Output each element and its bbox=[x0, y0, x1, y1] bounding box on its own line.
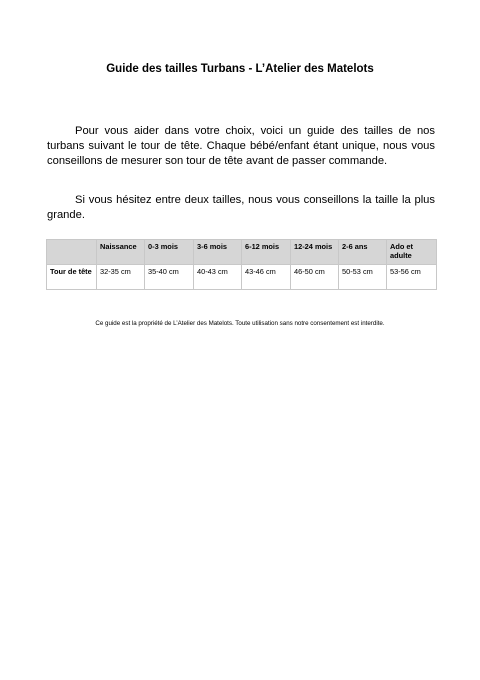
table-header-row bbox=[47, 240, 437, 265]
table-header-cell bbox=[47, 240, 97, 265]
table-cell: 53-56 cm bbox=[387, 265, 437, 290]
intro-paragraph: Pour vous aider dans votre choix, voici un guide des tailles de nos turbans suivant le tour de tête. Chaque bébé/enfant étant unique, nous vous conseillons de mesurer son tour de tête avant de passer commande. bbox=[47, 125, 435, 168]
copyright-footnote: Ce guide est la propriété de L’Atelier des Matelots. Toute utilisation sans notre consentement est interdite. bbox=[95, 320, 385, 327]
table-header-cell: Naissance bbox=[97, 240, 145, 265]
size-table bbox=[46, 239, 437, 290]
page-title: Guide des tailles Turbans - L’Atelier des Matelots bbox=[106, 63, 374, 75]
table-header-cell: Ado et adulte bbox=[387, 240, 437, 265]
table-cell: 40-43 cm bbox=[194, 265, 242, 290]
advice-paragraph: Si vous hésitez entre deux tailles, nous vous conseillons la taille la plus grande. bbox=[47, 194, 435, 222]
table-header-cell: 0-3 mois bbox=[145, 240, 194, 265]
row-label: Tour de tête bbox=[47, 265, 97, 290]
table-header-cell: 3-6 mois bbox=[194, 240, 242, 265]
table-cell: 50-53 cm bbox=[339, 265, 387, 290]
table-header-cell: 2-6 ans bbox=[339, 240, 387, 265]
table-cell: 46-50 cm bbox=[291, 265, 339, 290]
table-cell: 43-46 cm bbox=[242, 265, 291, 290]
table-cell: 35-40 cm bbox=[145, 265, 194, 290]
table-cell: 32-35 cm bbox=[97, 265, 145, 290]
table-header-cell: 12-24 mois bbox=[291, 240, 339, 265]
table-row bbox=[47, 265, 437, 290]
table-header-cell: 6-12 mois bbox=[242, 240, 291, 265]
